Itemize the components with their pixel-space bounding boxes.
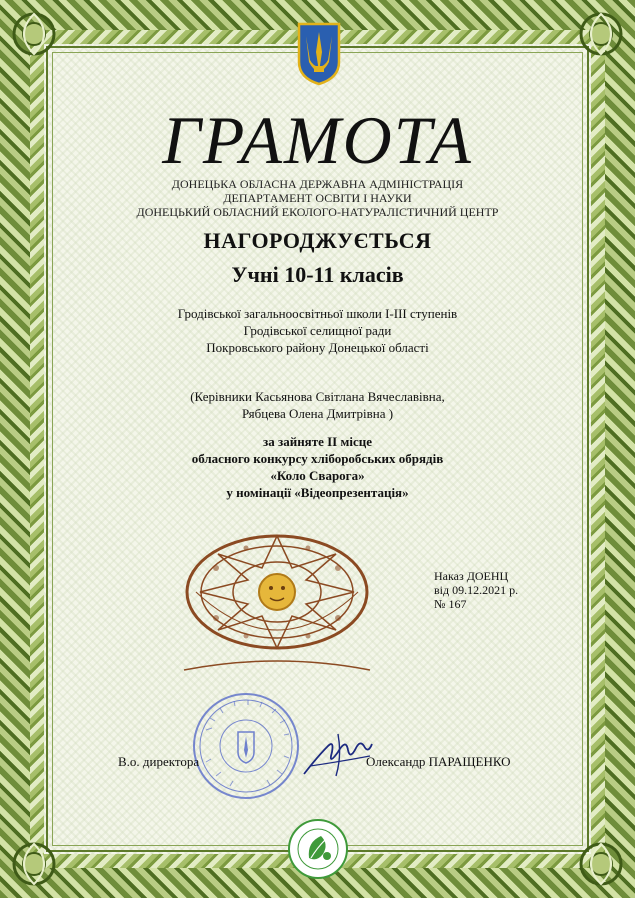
supervisors-line-2: Рябцева Олена Дмитрівна ) — [241, 406, 394, 421]
supervisors-line-1: (Керівники Касьянова Світлана Вячеславівна, — [190, 389, 445, 404]
awarded-heading: НАГОРОДЖУЄТЬСЯ — [203, 228, 432, 253]
reason-line-1: за зайняте ІІ місце — [263, 434, 372, 449]
signatory-name: Олександр ПАРАЩЕНКО — [366, 754, 511, 769]
certificate-title: ГРАМОТА — [162, 102, 473, 178]
signatory-role: В.о. директора — [118, 754, 200, 769]
corner-ornament-top-right — [559, 6, 629, 76]
school-line-2: Гродівської селищної ради — [243, 323, 392, 338]
corner-ornament-bottom-right — [559, 822, 629, 892]
tryzub-icon — [297, 22, 341, 86]
eco-center-logo — [287, 818, 349, 880]
corner-ornament-top-left — [6, 6, 76, 76]
school-line-1: Гродівської загальноосвітньої школи І-ІІІ ступенів — [177, 306, 458, 321]
official-stamp — [190, 690, 302, 802]
issuer-line-2: ДЕПАРТАМЕНТ ОСВІТИ І НАУКИ — [223, 191, 412, 205]
issuer-line-3: ДОНЕЦЬКИЙ ОБЛАСНИЙ ЕКОЛОГО-НАТУРАЛІСТИЧНИЙ ЦЕНТР — [136, 205, 499, 219]
school-line-3: Покровського району Донецької області — [206, 340, 429, 355]
reason-line-3: «Коло Сварога» — [270, 468, 365, 483]
issuer-line-1: ДОНЕЦЬКА ОБЛАСНА ДЕРЖАВНА АДМІНІСТРАЦІЯ — [171, 177, 464, 191]
reason-line-4: у номінації «Відеопрезентація» — [226, 485, 409, 500]
order-line-3: № 167 — [434, 597, 467, 611]
recipient: Учні 10-11 класів — [231, 262, 404, 287]
order-line-2: від 09.12.2021 р. — [434, 583, 519, 597]
corner-ornament-bottom-left — [6, 822, 76, 892]
sun-calendar-emblem — [176, 528, 378, 698]
reason-line-2: обласного конкурсу хліборобських обрядів — [191, 451, 444, 466]
order-line-1: Наказ ДОЕНЦ — [434, 569, 509, 583]
